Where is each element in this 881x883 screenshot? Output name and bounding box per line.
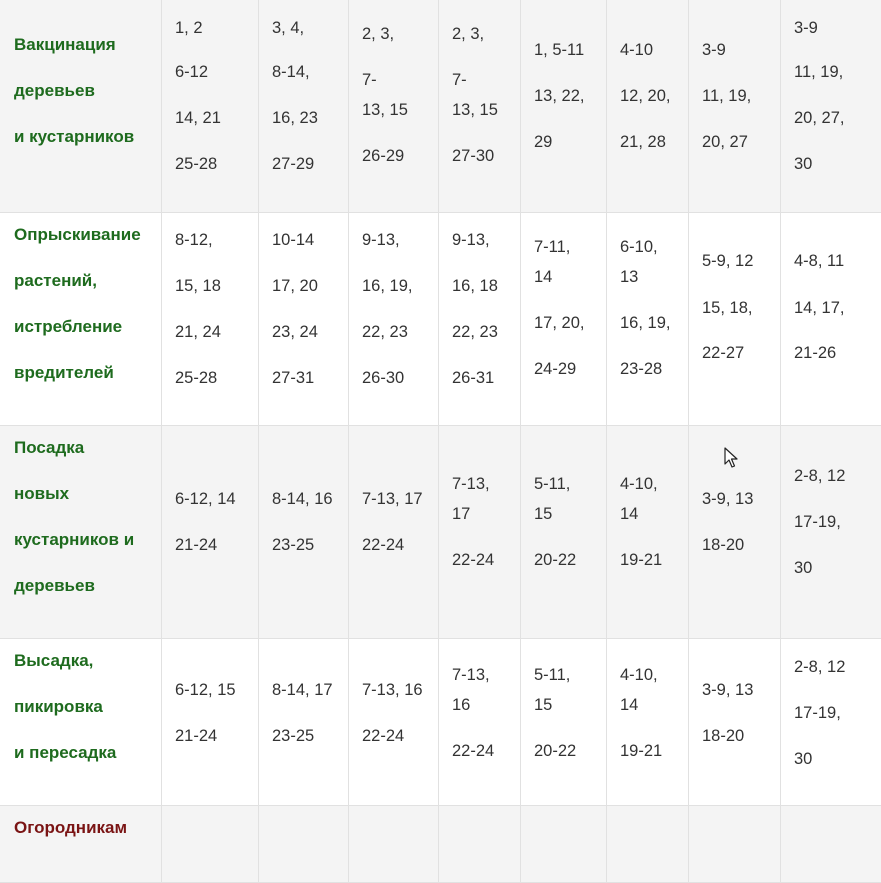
date-value: 21-24 — [175, 726, 217, 746]
date-value: 27-29 — [272, 154, 314, 174]
row-label-line: кустарников и — [14, 517, 134, 563]
date-cell — [521, 0, 607, 213]
date-value: 8-12, — [175, 230, 213, 250]
row-label-line: новых — [14, 471, 134, 517]
date-cell — [162, 806, 259, 883]
date-cell — [162, 0, 259, 213]
date-value: 13, 15 — [452, 100, 498, 120]
date-cell — [521, 426, 607, 639]
date-cell — [162, 426, 259, 639]
date-cell — [259, 213, 349, 426]
date-value: 2-8, 12 — [794, 657, 845, 677]
date-cell — [349, 213, 439, 426]
date-value: 9-13, — [452, 230, 490, 250]
date-value: 16 — [452, 695, 470, 715]
date-cell — [607, 426, 689, 639]
date-value: 3, 4, — [272, 18, 304, 38]
date-value: 21-24 — [175, 535, 217, 555]
date-cell — [521, 213, 607, 426]
date-value: 30 — [794, 154, 812, 174]
row-label — [14, 212, 141, 396]
date-value: 14 — [620, 695, 638, 715]
date-cell — [689, 639, 781, 806]
row-label-line: Опрыскивание — [14, 212, 141, 258]
date-cell — [689, 806, 781, 883]
date-value: 11, 19, — [794, 62, 843, 82]
date-value: 6-10, — [620, 237, 658, 257]
date-value: 25-28 — [175, 154, 217, 174]
date-cell — [162, 639, 259, 806]
row-header-cell — [0, 0, 162, 213]
date-value: 2, 3, — [362, 24, 394, 44]
date-value: 16, 23 — [272, 108, 318, 128]
date-value: 4-10, — [620, 474, 658, 494]
date-value: 20, 27 — [702, 132, 748, 152]
date-cell — [349, 806, 439, 883]
row-label — [14, 638, 116, 776]
date-value: 3-9, 13 — [702, 489, 753, 509]
date-value: 4-10 — [620, 40, 653, 60]
date-value: 12, 20, — [620, 86, 670, 106]
date-value: 17-19, — [794, 703, 841, 723]
date-cell — [349, 639, 439, 806]
table-row — [0, 806, 881, 883]
date-value: 22-24 — [362, 535, 404, 555]
date-value: 30 — [794, 749, 812, 769]
date-value: 19-21 — [620, 550, 662, 570]
date-cell — [607, 806, 689, 883]
date-value: 1, 5-11 — [534, 40, 584, 60]
date-value: 14 — [620, 504, 638, 524]
date-value: 9-13, — [362, 230, 400, 250]
date-value: 18-20 — [702, 726, 744, 746]
date-value: 30 — [794, 558, 812, 578]
date-value: 17 — [452, 504, 470, 524]
date-cell — [781, 213, 881, 426]
table-row — [0, 639, 881, 806]
date-value: 5-9, 12 — [702, 251, 753, 271]
row-label-line: истребление — [14, 304, 141, 350]
row-label-line: растений, — [14, 258, 141, 304]
date-value: 13, 15 — [362, 100, 408, 120]
date-value: 3-9 — [794, 18, 818, 38]
date-value: 3-9 — [702, 40, 726, 60]
date-cell — [439, 426, 521, 639]
row-header-cell — [0, 426, 162, 639]
date-cell — [781, 426, 881, 639]
row-label — [14, 805, 127, 851]
date-value: 17, 20, — [534, 313, 584, 333]
date-value: 21, 28 — [620, 132, 666, 152]
row-label-line: и кустарников — [14, 114, 134, 160]
row-label-line: и пересадка — [14, 730, 116, 776]
date-value: 13 — [620, 267, 638, 287]
date-cell — [439, 213, 521, 426]
date-value: 14 — [534, 267, 552, 287]
date-value: 26-30 — [362, 368, 404, 388]
row-label-line: Высадка, — [14, 638, 116, 684]
date-value: 5-11, — [534, 665, 570, 685]
date-value: 7-13, 16 — [362, 680, 423, 700]
date-cell — [781, 806, 881, 883]
row-label-line: пикировка — [14, 684, 116, 730]
date-value: 24-29 — [534, 359, 576, 379]
date-value: 22-24 — [452, 741, 494, 761]
date-value: 8-14, — [272, 62, 310, 82]
date-value: 16, 19, — [620, 313, 670, 333]
row-label-line: деревьев — [14, 68, 134, 114]
date-value: 8-14, 17 — [272, 680, 333, 700]
mouse-pointer-icon — [724, 447, 738, 469]
date-cell — [607, 639, 689, 806]
date-value: 21, 24 — [175, 322, 221, 342]
date-value: 20-22 — [534, 550, 576, 570]
date-value: 16, 18 — [452, 276, 498, 296]
date-cell — [162, 213, 259, 426]
date-value: 15, 18, — [702, 298, 752, 318]
date-value: 25-28 — [175, 368, 217, 388]
table-row — [0, 213, 881, 426]
date-value: 1, 2 — [175, 18, 203, 38]
date-value: 5-11, — [534, 474, 570, 494]
date-value: 7- — [362, 70, 377, 90]
date-value: 23, 24 — [272, 322, 318, 342]
date-cell — [607, 0, 689, 213]
date-cell — [689, 0, 781, 213]
date-cell — [607, 213, 689, 426]
date-value: 4-8, 11 — [794, 251, 844, 271]
date-value: 22, 23 — [362, 322, 408, 342]
date-value: 11, 19, — [702, 86, 751, 106]
date-value: 17-19, — [794, 512, 841, 532]
table-row — [0, 426, 881, 639]
date-value: 15 — [534, 695, 552, 715]
date-cell — [349, 0, 439, 213]
date-value: 22, 23 — [452, 322, 498, 342]
date-cell — [259, 0, 349, 213]
date-cell — [259, 639, 349, 806]
row-label — [14, 22, 134, 160]
date-value: 2-8, 12 — [794, 466, 845, 486]
date-value: 18-20 — [702, 535, 744, 555]
date-value: 6-12, 14 — [175, 489, 236, 509]
date-cell — [349, 426, 439, 639]
date-value: 4-10, — [620, 665, 658, 685]
date-value: 20-22 — [534, 741, 576, 761]
date-value: 14, 21 — [175, 108, 221, 128]
date-cell — [689, 213, 781, 426]
date-value: 20, 27, — [794, 108, 844, 128]
date-value: 23-25 — [272, 535, 314, 555]
date-value: 21-26 — [794, 343, 836, 363]
row-header-cell — [0, 806, 162, 883]
row-header-cell — [0, 213, 162, 426]
row-label-line: деревьев — [14, 563, 134, 609]
date-value: 19-21 — [620, 741, 662, 761]
date-cell — [259, 426, 349, 639]
row-label-line: Вакцинация — [14, 22, 134, 68]
date-value: 7-13, — [452, 665, 490, 685]
date-value: 27-31 — [272, 368, 314, 388]
date-cell — [521, 639, 607, 806]
date-value: 26-29 — [362, 146, 404, 166]
date-value: 6-12, 15 — [175, 680, 236, 700]
date-value: 27-30 — [452, 146, 494, 166]
date-value: 16, 19, — [362, 276, 412, 296]
date-cell — [439, 0, 521, 213]
row-label-line: Огородникам — [14, 805, 127, 851]
date-value: 29 — [534, 132, 552, 152]
date-cell — [259, 806, 349, 883]
row-label — [14, 425, 134, 609]
table-row — [0, 0, 881, 213]
date-value: 23-28 — [620, 359, 662, 379]
date-value: 7- — [452, 70, 467, 90]
date-value: 15, 18 — [175, 276, 221, 296]
date-value: 23-25 — [272, 726, 314, 746]
date-value: 3-9, 13 — [702, 680, 753, 700]
date-cell — [439, 806, 521, 883]
date-value: 14, 17, — [794, 298, 844, 318]
row-label-line: Посадка — [14, 425, 134, 471]
date-value: 6-12 — [175, 62, 208, 82]
date-cell — [439, 639, 521, 806]
date-value: 22-24 — [362, 726, 404, 746]
date-value: 22-27 — [702, 343, 744, 363]
date-cell — [521, 806, 607, 883]
date-value: 2, 3, — [452, 24, 484, 44]
date-value: 22-24 — [452, 550, 494, 570]
date-value: 15 — [534, 504, 552, 524]
date-value: 7-13, — [452, 474, 490, 494]
date-value: 26-31 — [452, 368, 494, 388]
date-value: 7-11, — [534, 237, 570, 257]
row-label-line: вредителей — [14, 350, 141, 396]
row-header-cell — [0, 639, 162, 806]
date-value: 10-14 — [272, 230, 314, 250]
date-cell — [781, 639, 881, 806]
date-value: 7-13, 17 — [362, 489, 423, 509]
date-value: 17, 20 — [272, 276, 318, 296]
date-value: 8-14, 16 — [272, 489, 333, 509]
date-cell — [781, 0, 881, 213]
date-value: 13, 22, — [534, 86, 584, 106]
